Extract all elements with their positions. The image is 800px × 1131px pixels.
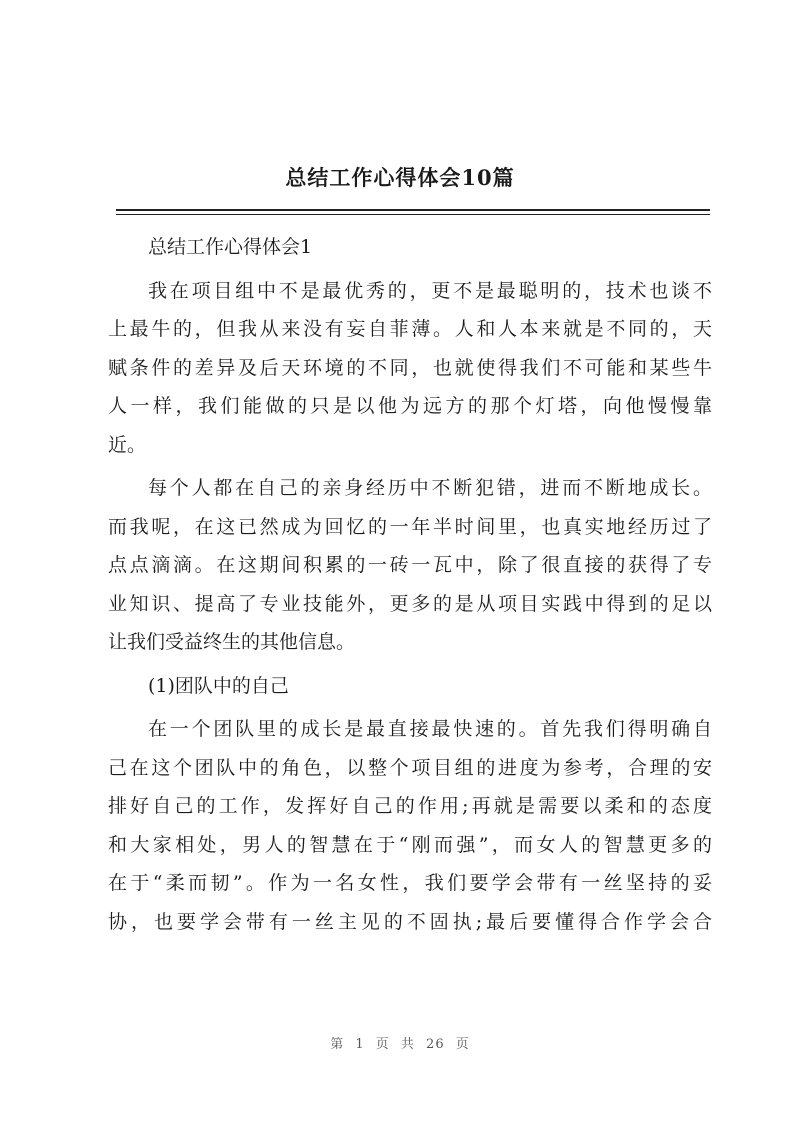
paragraph-line: 和大家相处，男人的智慧在于“刚而强”，而女人的智慧更多的 bbox=[108, 833, 712, 856]
document-body bbox=[108, 228, 712, 941]
title-rule-thin bbox=[116, 214, 710, 215]
paragraph-line: 上最牛的，但我从来没有妄自菲薄。人和人本来就是不同的，天 bbox=[108, 318, 712, 340]
paragraph-line: 让我们受益终生的其他信息。 bbox=[108, 631, 356, 653]
section-heading: (1)团队中的自己 bbox=[148, 674, 289, 697]
paragraph-line: 排好自己的工作，发挥好自己的作用;再就是需要以柔和的态度 bbox=[108, 795, 712, 817]
paragraph-line: 我在项目组中不是最优秀的，更不是最聪明的，技术也谈不 bbox=[148, 279, 712, 302]
paragraph-line: 每个人都在自己的亲身经历中不断犯错，进而不断地成长。 bbox=[148, 477, 712, 499]
paragraph-line: 近。 bbox=[108, 433, 147, 456]
paragraph-line: 协，也要学会带有一丝主见的不固执;最后要懂得合作学会合 bbox=[108, 910, 712, 933]
paragraph-line: 赋条件的差异及后天环境的不同，也就使得我们不可能和某些牛 bbox=[108, 356, 712, 379]
paragraph-2 bbox=[108, 469, 712, 662]
paragraph-line: 在于“柔而韧”。作为一名女性，我们要学会带有一丝坚持的妥 bbox=[108, 872, 712, 894]
paragraph-line: 己在这个团队中的角色，以整个项目组的进度为参考，合理的安 bbox=[108, 756, 712, 779]
subheading: 总结工作心得体会1 bbox=[148, 236, 313, 258]
paragraph-line: 点点滴滴。在这期间积累的一砖一瓦中，除了很直接的获得了专 bbox=[108, 554, 712, 576]
paragraph-line: 业知识、提高了专业技能外，更多的是从项目实践中得到的足以 bbox=[108, 592, 712, 615]
title-rule-thick bbox=[116, 209, 710, 211]
page-footer: 第 1 页 共 26 页 bbox=[330, 1037, 470, 1052]
paragraph-3 bbox=[108, 710, 712, 941]
paragraph-1 bbox=[108, 272, 712, 465]
paragraph-line: 人一样，我们能做的只是以他为远方的那个灯塔，向他慢慢靠 bbox=[108, 395, 712, 417]
paragraph-line: 而我呢，在这已然成为回忆的一年半时间里，也真实地经历过了 bbox=[108, 515, 712, 538]
document-title: 总结工作心得体会10篇 bbox=[285, 165, 515, 190]
paragraph-line: 在一个团队里的成长是最直接最快速的。首先我们得明确自 bbox=[148, 718, 712, 740]
